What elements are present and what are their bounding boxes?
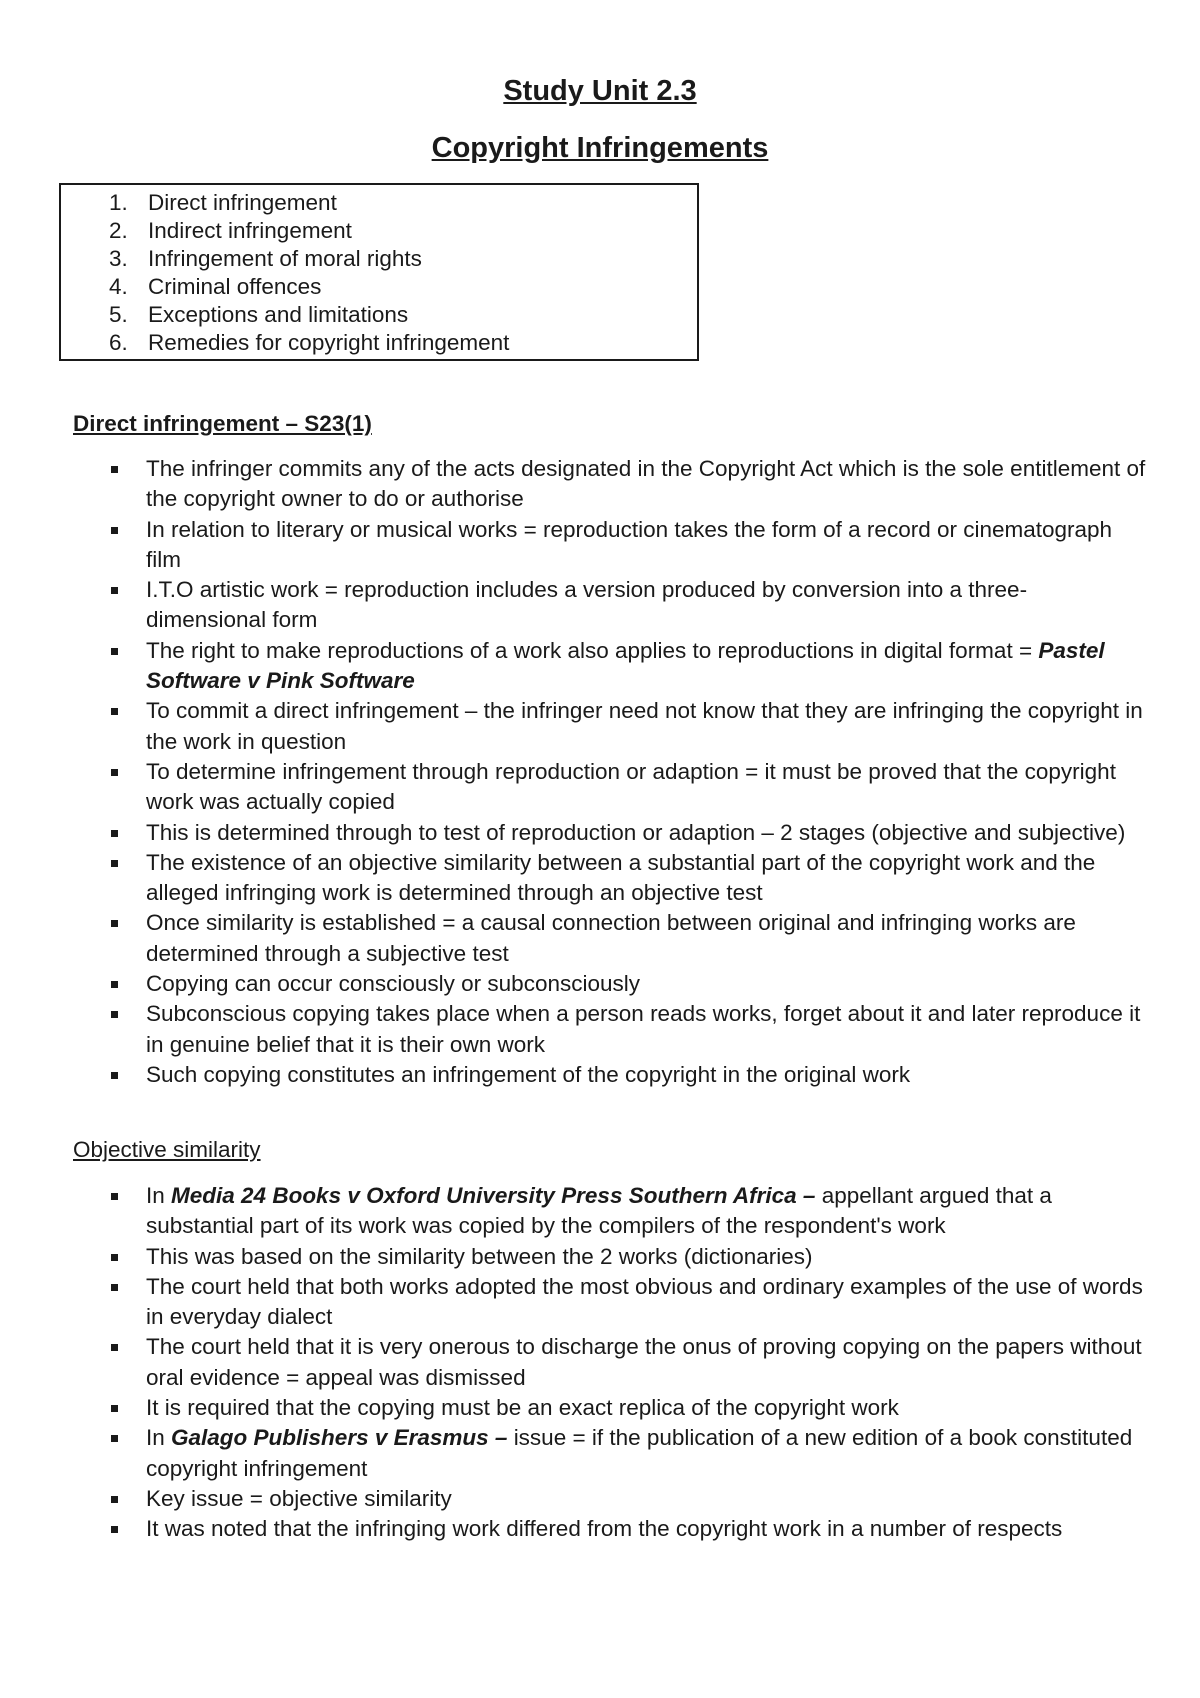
- bullet-icon: [111, 708, 118, 715]
- list-item: [0, 1272, 1146, 1333]
- bullet-icon: [111, 1072, 118, 1079]
- case-name: Media 24 Books v Oxford University Press Southern Africa –: [171, 1183, 816, 1208]
- section-heading-objective-similarity: Objective similarity: [73, 1137, 261, 1162]
- bullet-text: Once similarity is established = a causal connection between original and infringing works are determined through a subjective test: [146, 910, 1076, 966]
- bullet-text: appellant argued that a substantial part of its work was copied by the compilers of the respondent's work: [146, 1183, 1052, 1239]
- bullet-text: In relation to literary or musical works = reproduction takes the form of a record or cinematograph film: [146, 516, 1113, 572]
- bullet-text: It was noted that the infringing work differed from the copyright work in a number of respects: [146, 1516, 1063, 1542]
- list-item: [0, 908, 1146, 969]
- contents-text: Criminal offences: [148, 274, 322, 299]
- bullet-text: Such copying constitutes an infringement of the copyright in the original work: [146, 1061, 911, 1087]
- bullet-icon: [111, 830, 118, 837]
- bullet-icon: [111, 1435, 118, 1442]
- case-name: Galago Publishers v Erasmus –: [171, 1425, 508, 1451]
- list-item: [0, 1484, 1146, 1514]
- list-item: [0, 1393, 1146, 1423]
- contents-number: 2.: [109, 218, 128, 243]
- list-item: [0, 969, 1146, 999]
- bullet-text: It is required that the copying must be an exact replica of the copyright work: [146, 1395, 899, 1421]
- bullet-text: The existence of an objective similarity between a substantial part of the copyright work and the alleged infringing work is determined through an objective test: [146, 849, 1096, 906]
- page-title: Study Unit 2.3: [503, 75, 697, 107]
- bullet-icon: [111, 527, 118, 534]
- list-item: [0, 1423, 1146, 1484]
- bullet-prefix: In: [146, 1425, 165, 1451]
- bullet-text: The court held that both works adopted the most obvious and ordinary examples of the use of words in everyday dialect: [146, 1273, 1143, 1330]
- contents-number: 4.: [109, 274, 128, 299]
- contents-number: 5.: [109, 302, 128, 327]
- objective-similarity-list: [0, 1181, 1200, 1545]
- list-item: [0, 757, 1146, 818]
- bullet-icon: [111, 1011, 118, 1018]
- list-item: [0, 1514, 1146, 1544]
- bullet-icon: [111, 1344, 118, 1351]
- bullet-icon: [111, 1526, 118, 1533]
- page-subtitle: Copyright Infringements: [431, 132, 769, 164]
- list-item: [0, 999, 1146, 1060]
- bullet-text: Subconscious copying takes place when a person reads works, forget about it and later reproduce it in genuine belief that it is their own work: [146, 1001, 1141, 1057]
- contents-text: Infringement of moral rights: [148, 246, 422, 271]
- contents-text: Indirect infringement: [148, 218, 352, 243]
- bullet-text: The infringer commits any of the acts designated in the Copyright Act which is the sole entitlement of the copyright owner to do or authorise: [146, 456, 1146, 512]
- bullet-icon: [111, 1496, 118, 1503]
- bullet-icon: [111, 769, 118, 776]
- bullet-icon: [111, 466, 118, 473]
- bullet-text: The right to make reproductions of a work also applies to reproductions in digital format =: [146, 637, 1033, 663]
- list-item: [0, 454, 1146, 515]
- bullet-text: To determine infringement through reproduction or adaption = it must be proved that the copyright work was actually copied: [146, 758, 1116, 815]
- bullet-text: Key issue = objective similarity: [146, 1485, 452, 1511]
- contents-box: [59, 183, 699, 361]
- list-item: [0, 1181, 1146, 1242]
- bullet-icon: [111, 1193, 118, 1200]
- bullet-text: issue = if the publication of a new edition of a book constituted copyright infringement: [146, 1425, 1133, 1481]
- list-item: [0, 848, 1146, 909]
- bullet-prefix: In: [146, 1183, 165, 1208]
- bullet-icon: [111, 1284, 118, 1291]
- case-name: Pastel Software v Pink Software: [146, 637, 1105, 694]
- list-item: [0, 696, 1146, 757]
- bullet-icon: [111, 648, 118, 655]
- section-heading-direct-infringement: Direct infringement – S23(1): [73, 411, 372, 436]
- contents-text: Exceptions and limitations: [148, 302, 409, 327]
- contents-number: 6.: [109, 330, 128, 355]
- bullet-text: I.T.O artistic work = reproduction includes a version produced by conversion into a three-dimensional form: [146, 577, 1028, 633]
- bullet-icon: [111, 920, 118, 927]
- contents-text: Remedies for copyright infringement: [148, 330, 510, 355]
- list-item: [0, 1242, 1146, 1272]
- bullet-icon: [111, 860, 118, 867]
- contents-number: 3.: [109, 246, 128, 271]
- list-item: [0, 575, 1146, 636]
- bullet-text: This is determined through to test of reproduction or adaption – 2 stages (objective and subjective): [146, 819, 1126, 845]
- contents-text: Direct infringement: [148, 190, 337, 215]
- bullet-text: To commit a direct infringement – the infringer need not know that they are infringing the copyright in the work in question: [146, 698, 1143, 754]
- bullet-icon: [111, 587, 118, 594]
- direct-infringement-list: [0, 454, 1200, 1090]
- list-item: [0, 1332, 1146, 1393]
- bullet-icon: [111, 981, 118, 988]
- list-item: [0, 818, 1146, 848]
- contents-number: 1.: [109, 190, 128, 215]
- list-item: [0, 636, 1146, 697]
- bullet-icon: [111, 1405, 118, 1412]
- bullet-text: The court held that it is very onerous to discharge the onus of proving copying on the papers without oral evidence = appeal was dismissed: [146, 1334, 1142, 1390]
- bullet-text: Copying can occur consciously or subconsciously: [146, 971, 640, 997]
- list-item: [0, 1060, 1146, 1090]
- list-item: [0, 515, 1146, 576]
- bullet-text: This was based on the similarity between the 2 works (dictionaries): [146, 1243, 813, 1269]
- bullet-icon: [111, 1254, 118, 1261]
